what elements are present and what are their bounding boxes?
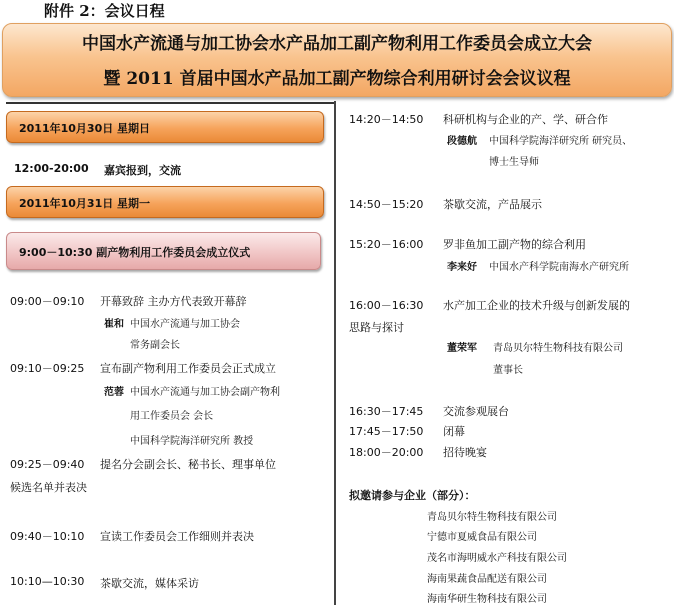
r3-org: 中国水产科学院南海水产研究所 — [489, 262, 629, 273]
item2-time: 09:10－09:25 — [10, 362, 85, 375]
r1-time: 14:20－14:50 — [349, 113, 424, 126]
day1-time: 12:00-20:00 — [14, 162, 89, 175]
r1-org: 中国科学院海洋研究所 研究员、 — [489, 136, 633, 147]
r4-org: 青岛贝尔特生物科技有限公司 — [493, 343, 623, 354]
r2-text: 茶歇交流，产品展示 — [443, 198, 542, 211]
item3-text: 提名分会副会长、秘书长、理事单位 — [100, 458, 276, 471]
company-item: 海南果蔬食品配送有限公司 — [427, 574, 547, 585]
item1-time: 09:00－09:10 — [10, 295, 85, 308]
item3-text-cont: 候选名单并表决 — [10, 481, 87, 494]
company-item: 青岛贝尔特生物科技有限公司 — [427, 512, 557, 523]
item2-org-cont: 用工作委员会 会长 — [130, 411, 214, 422]
item5-text: 茶歇交流，媒体采访 — [100, 577, 199, 590]
r3-text: 罗非鱼加工副产物的综合利用 — [443, 238, 586, 251]
r1-person: 段德航 — [447, 136, 477, 147]
item1-role: 常务副会长 — [130, 340, 180, 351]
day2-date: 2011年10月31日 星期一 — [19, 197, 151, 210]
r1-role: 博士生导师 — [489, 157, 539, 168]
r5-text: 交流参观展台 — [443, 405, 509, 418]
r4-time: 16:00－16:30 — [349, 299, 424, 312]
company-item: 茂名市海明威水产科技有限公司 — [427, 553, 567, 564]
r6-time: 17:45－17:50 — [349, 425, 424, 438]
r5-time: 16:30－17:45 — [349, 405, 424, 418]
item1-org: 中国水产流通与加工协会 — [130, 319, 240, 330]
day2-date-bar — [6, 186, 324, 218]
attachment-label: 附件 2：会议日程 — [44, 2, 165, 20]
r7-time: 18:00－20:00 — [349, 446, 424, 459]
r7-text: 招待晚宴 — [443, 446, 487, 459]
item1-person: 崔和 — [104, 319, 124, 330]
ceremony-bar — [6, 232, 321, 270]
item4-text: 宣读工作委员会工作细则并表决 — [100, 530, 254, 543]
r4-person: 董荣军 — [447, 343, 477, 354]
column-divider — [334, 101, 336, 605]
day1-date: 2011年10月30日 星期日 — [19, 122, 151, 135]
ceremony-title: 9:00－10:30 副产物利用工作委员会成立仪式 — [19, 246, 251, 259]
item2-text: 宣布副产物利用工作委员会正式成立 — [100, 362, 276, 375]
r1-text: 科研机构与企业的产、学、研合作 — [443, 113, 608, 126]
title-line-1: 中国水产流通与加工协会水产品加工副产物利用工作委员会成立大会 — [82, 34, 592, 54]
r2-time: 14:50－15:20 — [349, 198, 424, 211]
r4-text-cont: 思路与探讨 — [349, 321, 404, 334]
item1-text: 开幕致辞 主办方代表致开幕辞 — [100, 295, 247, 308]
day1-activity: 嘉宾报到，交流 — [104, 164, 181, 177]
day1-date-bar — [6, 111, 324, 143]
item5-time: 10:10—10:30 — [10, 575, 85, 588]
left-top-rule — [6, 102, 334, 104]
r3-person: 李来好 — [447, 262, 477, 273]
r4-role: 董事长 — [493, 365, 523, 376]
item2-org: 中国水产流通与加工协会副产物利 — [130, 387, 280, 398]
companies-heading: 拟邀请参与企业（部分）： — [349, 489, 476, 502]
title-line-2: 暨 2011 首届中国水产品加工副产物综合利用研讨会会议议程 — [103, 69, 571, 89]
r4-text: 水产加工企业的技术升级与创新发展的 — [443, 299, 630, 312]
item2-org-2: 中国科学院海洋研究所 教授 — [130, 436, 254, 447]
item3-time: 09:25－09:40 — [10, 458, 85, 471]
r6-text: 闭幕 — [443, 425, 465, 438]
company-item: 海南华研生物科技有限公司 — [427, 594, 547, 605]
title-banner — [2, 23, 672, 97]
item2-person: 范蓉 — [104, 387, 124, 398]
item4-time: 09:40－10:10 — [10, 530, 85, 543]
company-item: 宁德市夏威食品有限公司 — [427, 532, 537, 543]
r3-time: 15:20－16:00 — [349, 238, 424, 251]
